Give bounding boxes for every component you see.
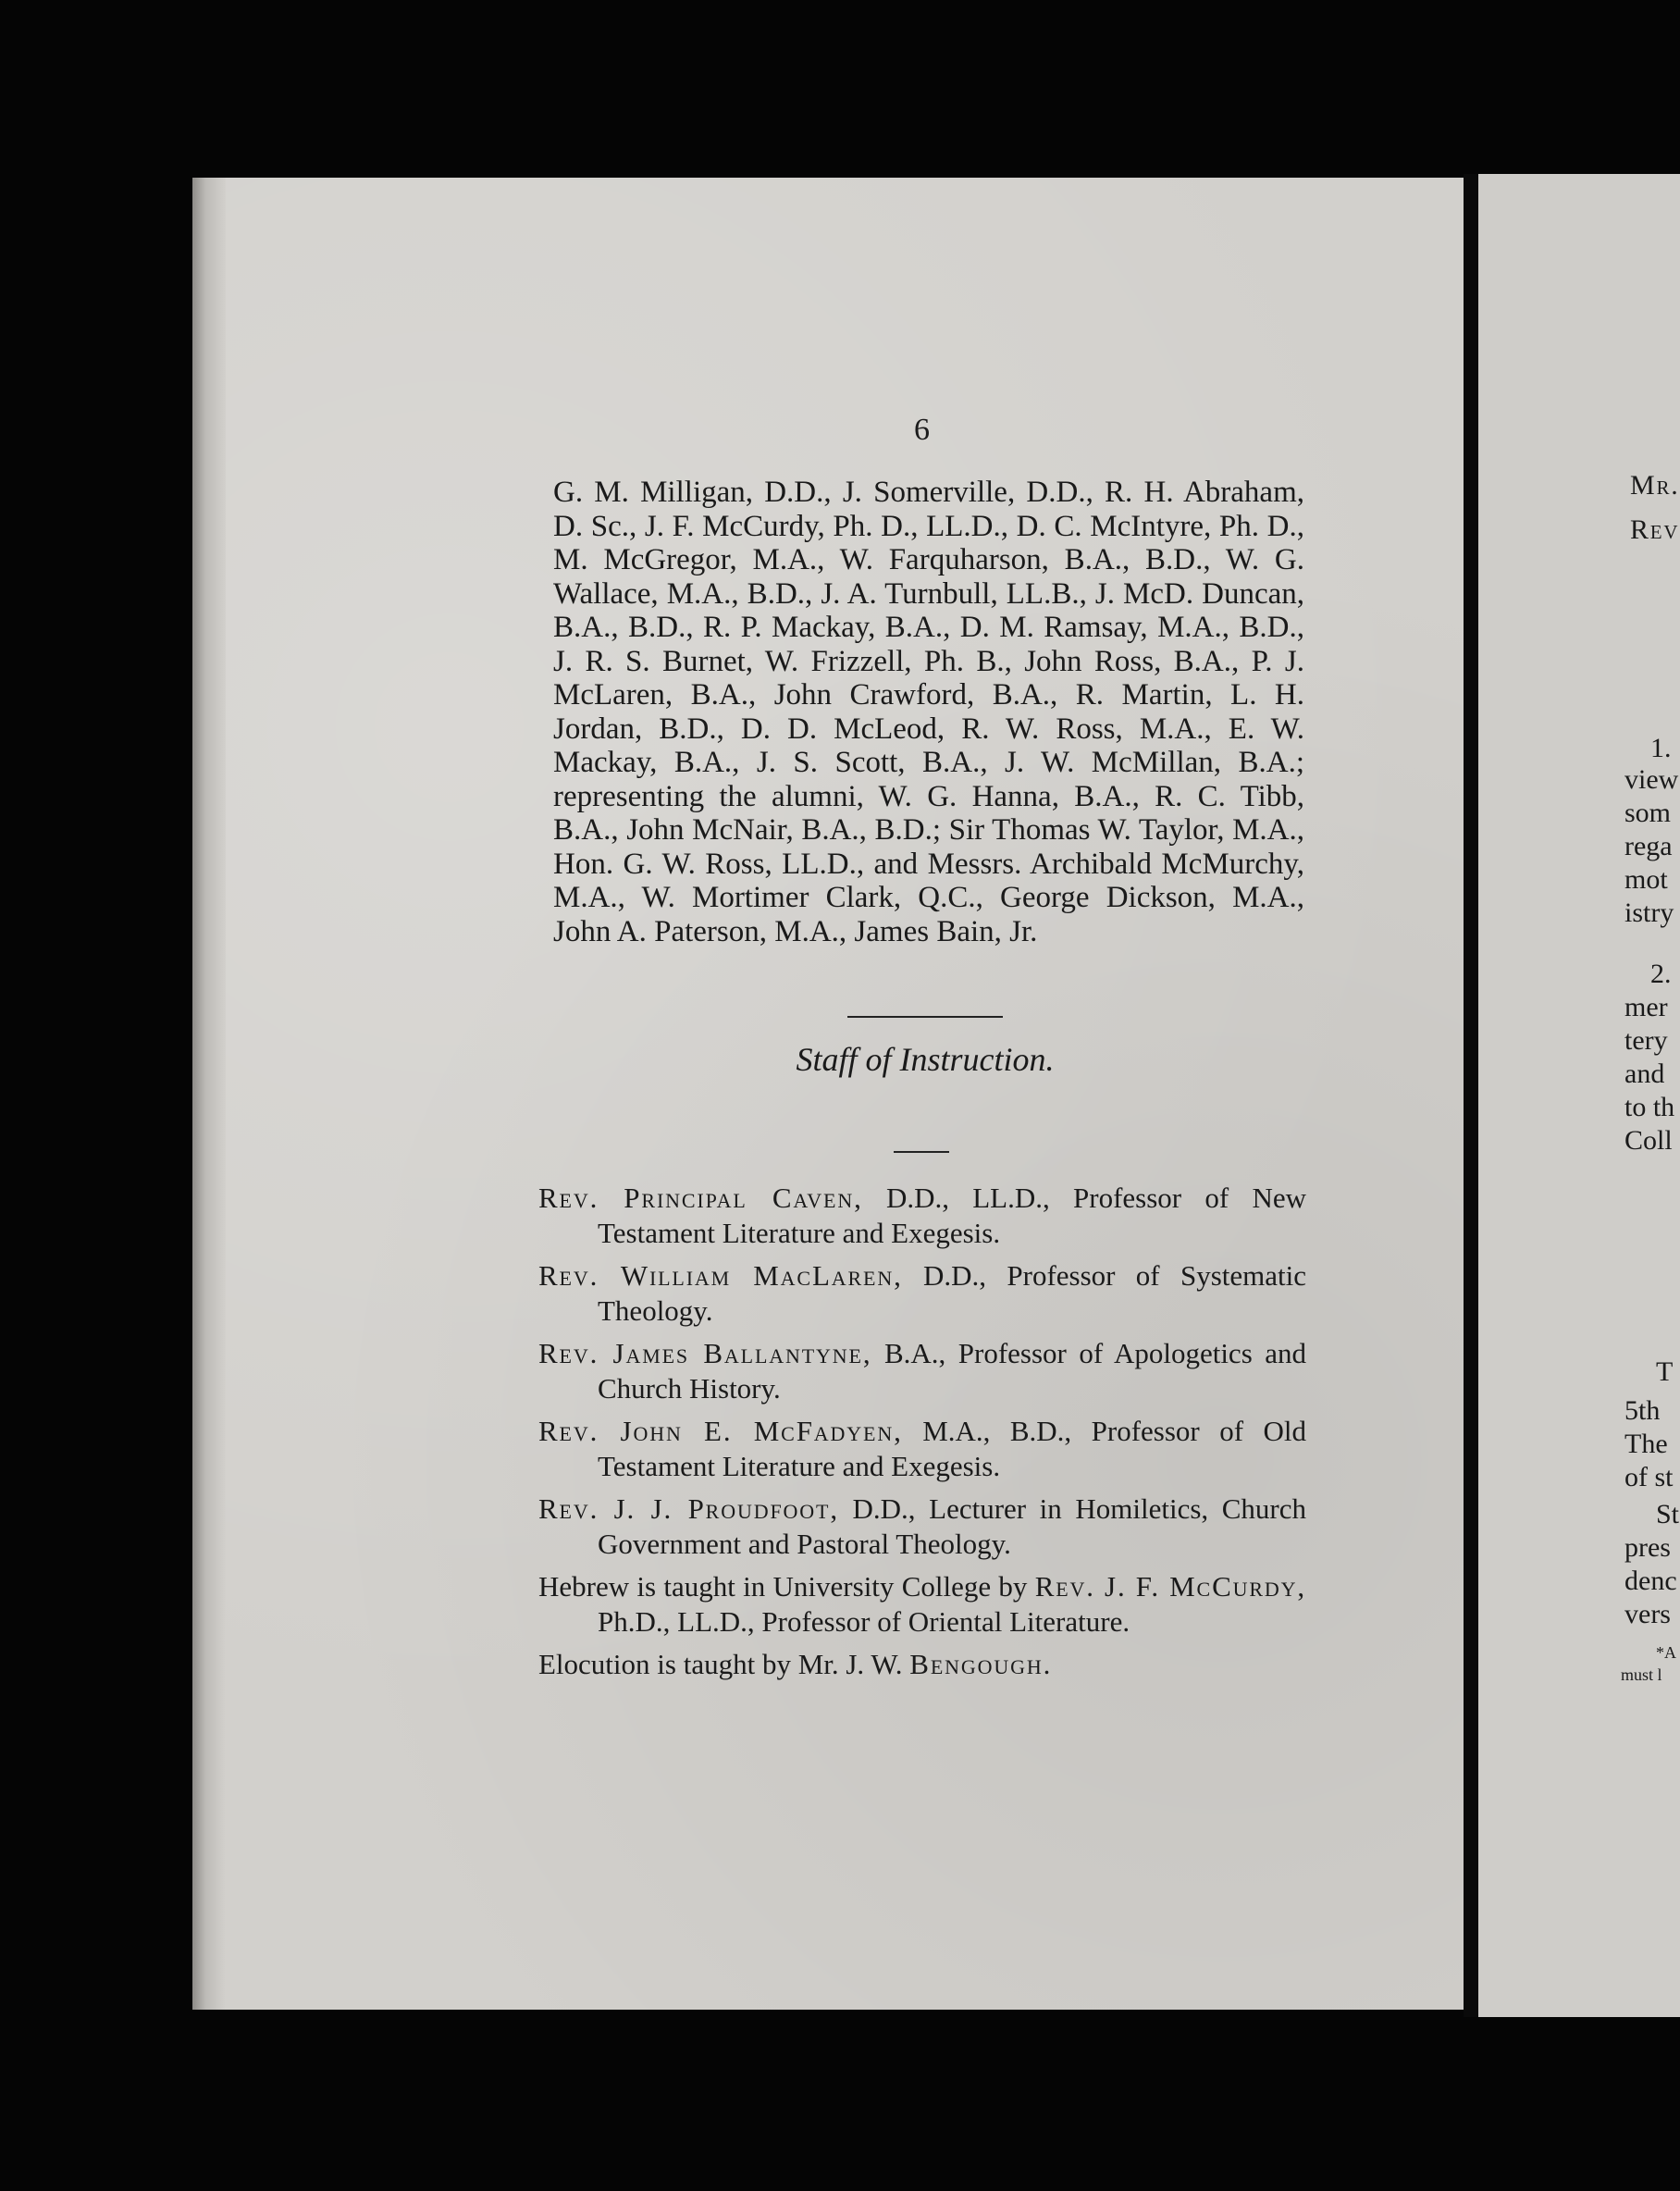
staff-name: Rev. J. J. Proudfoot, bbox=[538, 1492, 839, 1525]
elocution-teacher-name: Bengough. bbox=[909, 1648, 1053, 1680]
facing-fragment: denc bbox=[1624, 1566, 1677, 1596]
facing-fragment: 2. bbox=[1650, 959, 1672, 989]
page-binding-edge bbox=[192, 178, 226, 2010]
book-page bbox=[192, 178, 1476, 2010]
facing-fragment: *A bbox=[1656, 1643, 1676, 1662]
staff-description: D.D., Professor of Systematic Theology. bbox=[598, 1259, 1306, 1327]
facing-fragment: view bbox=[1624, 764, 1679, 795]
section-divider-rule bbox=[847, 1016, 1003, 1018]
hebrew-note: Hebrew is taught in University College by Rev. J. F. McCurdy, Ph.D., LL.D., Professor of Oriental Literature. bbox=[538, 1570, 1307, 1638]
staff-description: D.D., Lecturer in Homiletics, Church Government and Pastoral Theology. bbox=[598, 1492, 1306, 1560]
staff-name: Rev. Principal Caven, bbox=[538, 1182, 863, 1214]
facing-fragment: 5th bbox=[1624, 1395, 1661, 1426]
staff-name: Rev. James Ballantyne, bbox=[538, 1337, 872, 1369]
hebrew-teacher-name: Rev. J. F. McCurdy, bbox=[1034, 1570, 1307, 1603]
book-gutter bbox=[1464, 174, 1478, 2017]
facing-fragment: 1. bbox=[1650, 733, 1672, 763]
staff-description: B.A., Professor of Apologetics and Church History. bbox=[598, 1337, 1307, 1405]
facing-fragment: mot bbox=[1624, 864, 1668, 895]
facing-fragment: rega bbox=[1624, 831, 1673, 861]
section-heading: Staff of Instruction. bbox=[796, 1041, 1055, 1078]
staff-description: D.D., LL.D., Professor of New Testament Literature and Exegesis. bbox=[598, 1182, 1306, 1249]
staff-name: Rev. William MacLaren, bbox=[538, 1259, 903, 1292]
staff-list bbox=[538, 1181, 1306, 1690]
facing-fragment: Coll bbox=[1624, 1125, 1673, 1156]
facing-fragment: istry bbox=[1624, 897, 1674, 928]
facing-fragment: som bbox=[1624, 798, 1672, 828]
facing-fragment: tery bbox=[1624, 1025, 1668, 1056]
staff-entry bbox=[538, 1181, 1306, 1251]
facing-fragment: The bbox=[1624, 1429, 1668, 1459]
heading-underline-rule bbox=[894, 1151, 949, 1153]
facing-fragment: vers bbox=[1624, 1599, 1671, 1629]
elocution-note: Elocution is taught by Mr. J. W. Bengough. bbox=[538, 1648, 1053, 1680]
facing-fragment: mer bbox=[1624, 992, 1668, 1022]
committee-list-paragraph: G. M. Milligan, D.D., J. Somerville, D.D., R. H. Abraham, D. Sc., J. F. McCurdy, Ph. D., LL.D., D. C. McIntyre, Ph. D., M. McGregor, M.A., W. Farquharson, B.A., B.D., W. G. Wallace, M.A., B.D., J. A. Turnbull, LL.B., J. McD. Duncan, B.A., B.D., R. P. Mackay, B.A., D. M. Ramsay, M.A., B.D., J. R. S. Burnet, W. Frizzell, Ph. B., John Ross, B.A., P. J. McLaren, B.A., John Crawford, B.A., R. Martin, L. H. Jordan, B.D., D. D. McLeod, R. W. Ross, M.A., E. W. Mackay, B.A., J. S. Scott, B.A., J. W. McMillan, B.A.; representing the alumni, W. G. Hanna, B.A., R. C. Tibb, B.A., John McNair, B.A., B.D.; Sir Thomas W. Taylor, M.A., Hon. G. W. Ross, LL.D., and Messrs. Archibald McMurchy, M.A., W. Mortimer Clark, Q.C., George Dickson, M.A., John A. Paterson, M.A., James Bain, Jr. bbox=[553, 476, 1304, 948]
facing-fragment: to th bbox=[1624, 1092, 1675, 1122]
page-number: 6 bbox=[914, 413, 930, 447]
facing-fragment: St bbox=[1656, 1499, 1680, 1529]
facing-fragment: and bbox=[1624, 1058, 1665, 1089]
facing-fragment: of st bbox=[1624, 1462, 1674, 1492]
staff-name: Rev. John E. McFadyen, bbox=[538, 1415, 903, 1447]
staff-description: M.A., B.D., Professor of Old Testament Literature and Exegesis. bbox=[598, 1415, 1306, 1482]
staff-entry bbox=[538, 1336, 1306, 1406]
staff-entry bbox=[538, 1414, 1306, 1484]
staff-entry bbox=[538, 1492, 1306, 1562]
facing-fragment: must l bbox=[1621, 1665, 1662, 1684]
facing-fragment: Rev bbox=[1630, 514, 1680, 545]
facing-fragment: Mr. bbox=[1630, 470, 1680, 501]
facing-fragment: pres bbox=[1624, 1532, 1671, 1563]
facing-fragment: T bbox=[1656, 1356, 1674, 1387]
staff-entry bbox=[538, 1258, 1306, 1329]
